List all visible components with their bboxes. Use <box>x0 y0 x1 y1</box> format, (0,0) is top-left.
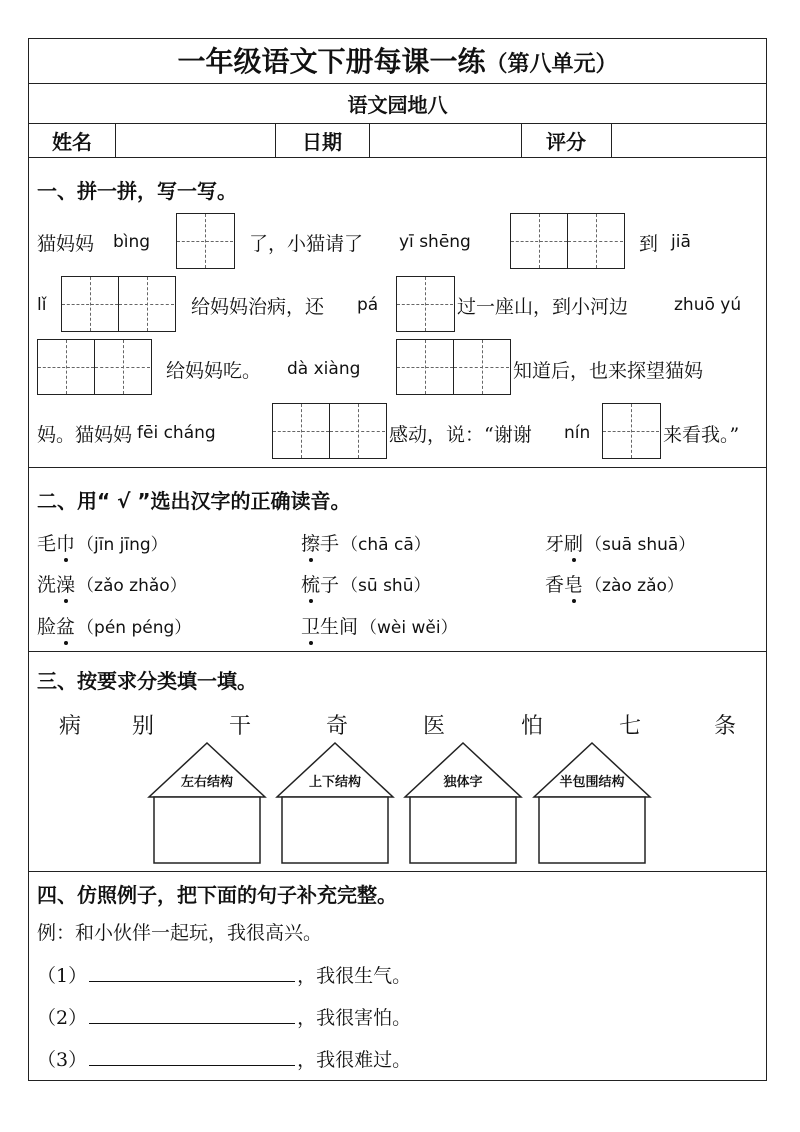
house-label: 左右结构 <box>180 775 233 790</box>
divider <box>29 467 766 468</box>
passage-text: 感动，说：“谢谢 <box>389 424 532 446</box>
pinyin: dà xiàng <box>287 359 361 379</box>
sentence-item: （1） ，我很生气。 <box>37 961 411 988</box>
pinyin-choice[interactable]: 牙刷 （suā shuā） <box>545 529 695 556</box>
divider <box>29 651 766 652</box>
page-title <box>29 41 766 83</box>
worksheet <box>28 38 767 1081</box>
answer-blank[interactable] <box>89 1003 295 1024</box>
section4-heading: 四、仿照例子，把下面的句子补充完整。 <box>37 883 397 907</box>
writing-grid[interactable] <box>510 213 625 269</box>
sort-character: 病 <box>59 714 82 739</box>
house-box-half-enclosed[interactable] <box>532 741 652 867</box>
example-sentence: 例：和小伙伴一起玩，我很高兴。 <box>37 922 323 944</box>
sentence-item: （3） ，我很难过。 <box>37 1045 411 1072</box>
sort-character: 七 <box>619 714 642 739</box>
pinyin: yī shēng <box>399 232 471 252</box>
sort-character: 干 <box>229 714 252 739</box>
divider <box>611 123 612 157</box>
name-label: 姓名 <box>52 130 92 154</box>
passage-text: 妈。猫妈妈 <box>37 424 133 446</box>
writing-grid[interactable] <box>396 339 511 395</box>
divider <box>115 123 116 157</box>
house-box-top-bottom[interactable] <box>275 741 395 867</box>
pinyin-choice[interactable]: 脸盆 （pén péng） <box>37 612 191 639</box>
pinyin: jiā <box>671 232 691 252</box>
title-suffix: （第八单元） <box>485 52 618 77</box>
lesson-title: 语文园地八 <box>347 93 448 117</box>
divider <box>29 83 766 84</box>
date-label: 日期 <box>302 130 342 154</box>
house-label: 半包围结构 <box>559 775 625 790</box>
divider <box>29 123 766 124</box>
house-label: 上下结构 <box>308 775 361 790</box>
writing-grid[interactable] <box>602 403 661 459</box>
score-label: 评分 <box>546 130 586 154</box>
sort-character: 医 <box>423 714 446 739</box>
pinyin: pá <box>357 295 379 315</box>
pinyin-choice[interactable]: 毛巾 （jīn jīng） <box>37 529 168 556</box>
section1-heading: 一、拼一拼，写一写。 <box>37 179 237 203</box>
writing-grid[interactable] <box>396 276 455 332</box>
pinyin-choice[interactable]: 洗澡 （zǎo zhǎo） <box>37 570 187 597</box>
passage-text: 来看我。” <box>663 424 740 446</box>
house-box-single[interactable] <box>403 741 523 867</box>
pinyin-choice[interactable]: 梳子 （sū shū） <box>301 570 430 597</box>
sort-character: 怕 <box>521 714 544 739</box>
answer-blank[interactable] <box>89 1045 295 1066</box>
house-box-left-right[interactable] <box>147 741 267 867</box>
passage-text: 过一座山，到小河边 <box>457 296 629 318</box>
divider <box>369 123 370 157</box>
passage-text: 了，小猫请了 <box>249 233 364 255</box>
pinyin: bìng <box>113 232 151 252</box>
sentence-item: （2） ，我很害怕。 <box>37 1003 411 1030</box>
sort-character: 条 <box>714 714 737 739</box>
sort-character: 奇 <box>326 714 349 739</box>
passage-text: 给妈妈吃。 <box>166 360 262 382</box>
writing-grid[interactable] <box>272 403 387 459</box>
passage-text: 到 <box>639 233 659 255</box>
sort-character: 别 <box>132 714 155 739</box>
section3-heading: 三、按要求分类填一填。 <box>37 669 257 693</box>
writing-grid[interactable] <box>37 339 152 395</box>
writing-grid[interactable] <box>176 213 235 269</box>
writing-grid[interactable] <box>61 276 176 332</box>
pinyin-choice[interactable]: 擦手 （chā cā） <box>301 529 431 556</box>
passage-text: 给妈妈治病，还 <box>191 296 325 318</box>
divider <box>29 157 766 158</box>
pinyin: zhuō yú <box>674 295 742 315</box>
passage-text: 知道后，也来探望猫妈 <box>513 360 704 382</box>
answer-blank[interactable] <box>89 961 295 982</box>
passage-text: 猫妈妈 <box>37 233 95 255</box>
pinyin: fēi cháng <box>137 423 216 443</box>
pinyin: nín <box>564 423 591 443</box>
divider <box>29 871 766 872</box>
section2-heading: 二、用“ √ ”选出汉字的正确读音。 <box>37 489 351 513</box>
pinyin-choice[interactable]: 香皂 （zào zǎo） <box>545 570 684 597</box>
title-main: 一年级语文下册每课一练 <box>177 45 486 78</box>
pinyin: lǐ <box>37 295 47 315</box>
pinyin-choice[interactable]: 卫生间 （wèi wěi） <box>301 612 458 639</box>
house-label: 独体字 <box>443 775 483 790</box>
